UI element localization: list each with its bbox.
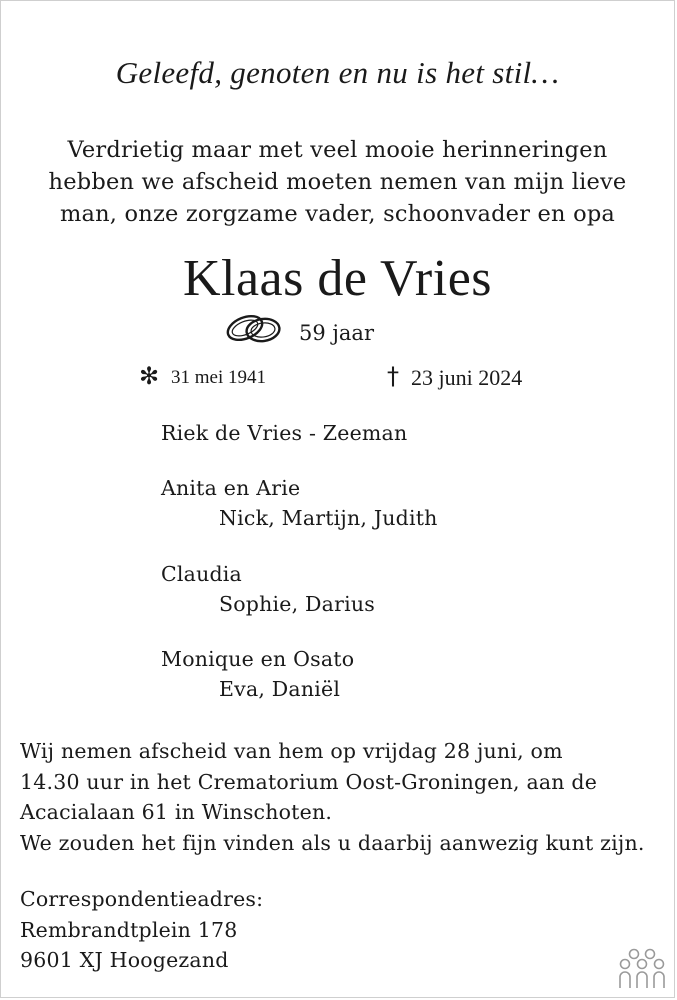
address-label: Correspondentieadres: — [20, 887, 264, 911]
ceremony-line: Wij nemen afscheid van hem op vrijdag 28 juni, om — [20, 739, 563, 763]
intro-line: Verdrietig maar met veel mooie herinneringen — [67, 137, 608, 163]
family-children: Eva, Daniël — [219, 677, 341, 701]
ceremony-line: 14.30 uur in het Crematorium Oost-Groningen, aan de — [20, 769, 598, 794]
family-parents: Claudia — [161, 562, 242, 586]
family-parents: Anita en Arie — [161, 476, 301, 500]
marriage-years: 59 jaar — [299, 321, 374, 345]
address-city: 9601 XJ Hoogezand — [20, 948, 229, 972]
birth-star-icon: ✻ — [139, 362, 160, 390]
intro-line: man, onze zorgzame vader, schoonvader en opa — [59, 201, 616, 227]
ceremony-line: We zouden het fijn vinden als u daarbij aanwezig kunt zijn. — [20, 830, 645, 855]
birth-date: 31 mei 1941 — [171, 367, 266, 388]
intro-line: hebben we afscheid moeten nemen van mijn lieve — [48, 169, 627, 195]
ceremony-text — [20, 736, 645, 858]
family-parents: Monique en Osato — [161, 647, 355, 671]
correspondence-address — [20, 884, 263, 976]
family-children: Sophie, Darius — [219, 592, 375, 616]
wedding-rings-icon — [223, 306, 285, 348]
death-date: 23 juni 2024 — [411, 365, 523, 390]
people-group-logo-icon — [618, 946, 666, 990]
address-street: Rembrandtplein 178 — [20, 917, 238, 942]
intro-text — [1, 134, 674, 230]
deceased-name: Klaas de Vries — [182, 250, 493, 307]
motto: Geleefd, genoten en nu is het stil… — [115, 55, 560, 90]
family-children: Nick, Martijn, Judith — [219, 506, 438, 530]
spouse-name: Riek de Vries - Zeeman — [161, 421, 408, 445]
ceremony-line: Acacialaan 61 in Winschoten. — [20, 800, 333, 824]
death-cross-icon: † — [387, 362, 399, 390]
